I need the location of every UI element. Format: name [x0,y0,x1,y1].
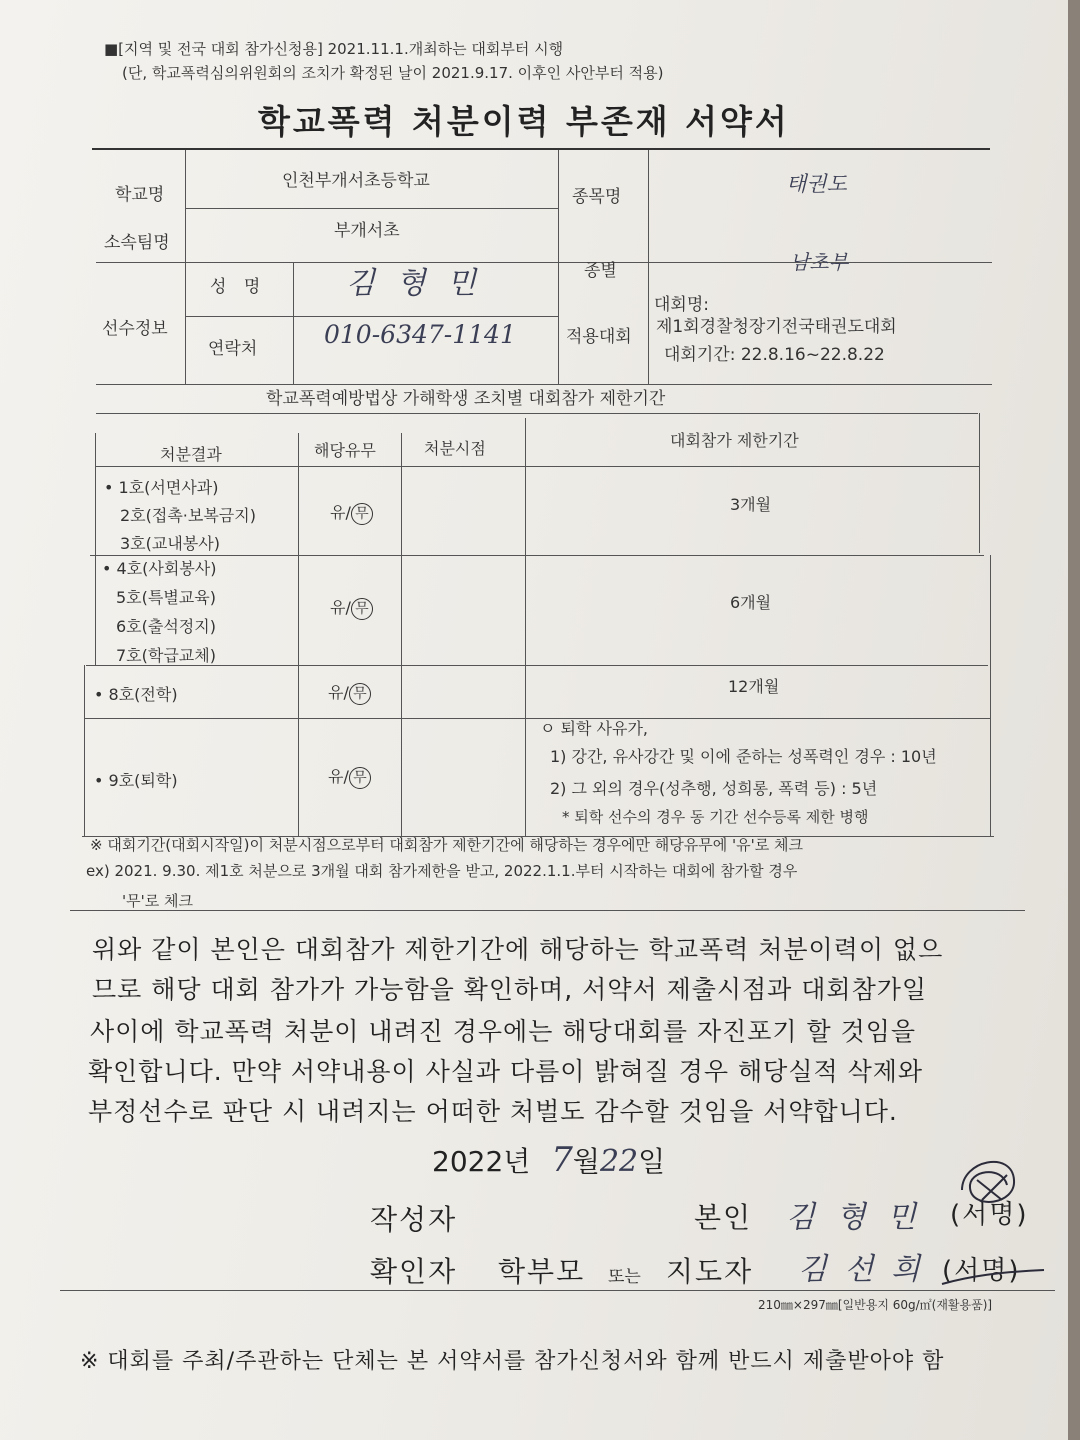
header-line2: (단, 학교폭력심의위원회의 조치가 확정된 날이 2021.9.17. 이후인 사안부터 적용) [122,64,664,82]
division-label: 종별 [584,261,617,281]
pledge-line: 위와 같이 본인은 대회참가 제한기간에 해당하는 학교폭력 처분이력이 없으 [92,935,944,964]
divider [293,262,294,384]
table-cell: 6개월 [730,593,772,612]
yes-no-choice [328,764,371,789]
table-cell: 1) 강간, 유사강간 및 이에 준하는 성폭력인 경우 : 10년 [550,747,937,766]
coach-sign-mark: (서명) [942,1256,1021,1286]
column-header: 처분결과 [160,445,222,464]
competition-name-value: 제1회경찰청장기전국태권도대회 [656,317,897,337]
player-info-label: 선수정보 [102,319,168,339]
note-line: '무'로 체크 [122,892,193,910]
division-value: 남초부 [790,250,848,274]
no-option-circled: 무 [351,598,373,620]
coach-name: 김 선 희 [798,1252,925,1287]
competition-label: 적용대회 [566,327,632,347]
divider [90,555,984,556]
name-value: 김 형 민 [346,266,483,301]
table-cell: 3호(교내봉사) [120,534,220,553]
competition-period: 대회기간: 22.8.16~22.8.22 [664,345,885,365]
column-header: 처분시점 [424,439,486,458]
divider [60,1290,1055,1291]
divider [186,316,558,317]
date-month-suffix: 월 [572,1145,600,1178]
table-cell: 12개월 [728,677,780,696]
coach-label: 지도자 [666,1255,754,1288]
note-line: ※ 대회기간(대회시작일)이 처분시점으로부터 대회참가 제한기간에 해당하는 경우에만 해당유무에 '유'로 체크 [90,836,803,854]
footer-note: ※ 대회를 주최/주관하는 단체는 본 서약서를 참가신청서와 함께 반드시 제출받아야 함 [80,1349,945,1374]
yes-option: 유/ [330,503,351,522]
divider [95,433,96,666]
pledge-line: 므로 해당 대회 참가가 가능함을 확인하며, 서약서 제출시점과 대회참가일 [92,975,928,1004]
signature-scribble-icon [952,1150,1032,1220]
column-header: 대회참가 제한기간 [670,431,799,450]
writer-label: 작성자 [370,1203,458,1236]
yes-option: 유/ [330,598,351,617]
no-option-circled: 무 [349,683,371,705]
self-label: 본인 [694,1201,753,1234]
school-label: 학교명 [115,185,165,205]
divider [96,466,980,467]
divider [979,413,980,553]
contact-label: 연락처 [208,339,258,359]
divider [648,150,649,384]
pledge-line: 부정선수로 판단 시 내려지는 어떠한 처벌도 감수할 것임을 서약합니다. [88,1097,898,1126]
yes-option: 유/ [328,683,349,702]
yes-no-choice [330,595,373,620]
divider [96,262,992,263]
divider [990,555,991,836]
table-cell: • 4호(사회봉사) [102,559,217,578]
divider [558,150,559,384]
competition-name-label: 대회명: [654,295,709,315]
note-line: ex) 2021. 9.30. 제1호 처분으로 3개월 대회 참가제한을 받고, 2022.1.1.부터 시작하는 대회에 참가할 경우 [86,862,798,880]
table-cell: 2호(접촉·보복금지) [120,506,256,525]
table-cell: 6호(출석정지) [116,617,216,636]
date-year: 2022 [432,1145,504,1178]
date-year-suffix: 년 [503,1145,531,1178]
column-header: 해당유무 [314,441,376,460]
divider [298,433,299,836]
page-edge [1068,0,1080,1440]
parent-label: 학부모 [498,1255,586,1288]
paper-spec: 210㎜×297㎜[일반용지 60g/㎡(재활용품)] [758,1298,993,1312]
divider [401,433,402,836]
divider [70,910,1025,911]
yes-no-choice [328,680,371,705]
divider [86,665,988,666]
self-name: 김 형 민 [786,1200,923,1235]
table-cell: • 8호(전학) [94,685,178,704]
yes-no-choice [330,500,373,525]
divider [185,150,186,384]
header-line1: ■[지역 및 전국 대회 참가신청용] 2021.11.1.개최하는 대회부터 시행 [104,40,564,58]
event-label: 종목명 [572,187,622,207]
no-option-circled: 무 [349,767,371,789]
team-value: 부개서초 [334,221,400,241]
table-cell: ㅇ 퇴학 사유가, [540,719,648,738]
title-underline [92,148,990,150]
yes-option: 유/ [328,767,349,786]
school-value: 인천부개서초등학교 [282,171,430,191]
self-sign-mark: (서명) [950,1200,1029,1230]
table-cell: 7호(학급교체) [116,646,216,665]
no-option-circled: 무 [351,503,373,525]
date-month: 7 [551,1140,573,1180]
date-day: 22 [599,1144,639,1179]
document-title: 학교폭력 처분이력 부존재 서약서 [258,102,790,141]
table-cell: * 퇴학 선수의 경우 동 기간 선수등록 제한 병행 [562,808,869,826]
name-label: 성 명 [210,277,267,297]
pledge-line: 사이에 학교폭력 처분이 내려진 경우에는 해당대회를 자진포기 할 것임을 [90,1017,917,1046]
pledge-line: 확인합니다. 만약 서약내용이 사실과 다름이 밝혀질 경우 해당실적 삭제와 [88,1057,924,1086]
event-value: 태권도 [786,172,847,196]
pledge-date [432,1140,665,1180]
date-day-suffix: 일 [638,1145,666,1178]
divider [84,665,85,836]
signature-strike-icon [940,1262,1050,1292]
confirmer-label: 확인자 [370,1255,458,1288]
restriction-heading: 학교폭력예방법상 가해학생 조치별 대회참가 제한기간 [266,389,666,409]
table-cell: • 1호(서면사과) [104,478,219,497]
divider [84,718,990,719]
contact-value: 010-6347-1141 [324,320,516,349]
team-label: 소속팀명 [104,233,170,253]
table-cell: 5호(특별교육) [116,588,216,607]
or-label: 또는 [608,1267,641,1287]
table-cell: 2) 그 외의 경우(성추행, 성희롱, 폭력 등) : 5년 [550,779,878,798]
table-cell: • 9호(퇴학) [94,771,178,790]
divider [525,418,526,836]
table-cell: 3개월 [730,495,772,514]
divider [186,208,558,209]
divider [96,413,978,414]
